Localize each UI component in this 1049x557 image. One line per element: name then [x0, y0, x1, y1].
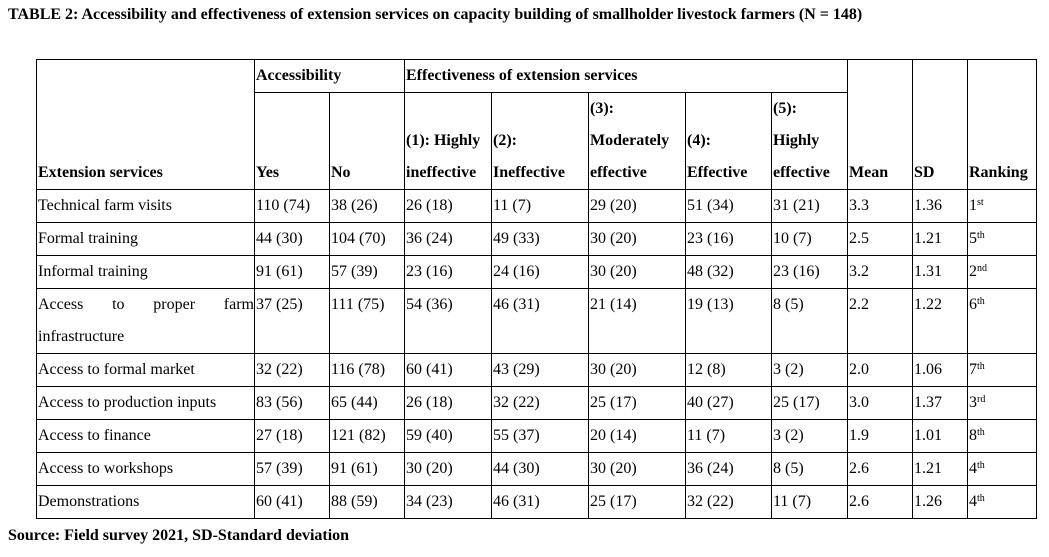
cell-mean: 1.9 [848, 420, 913, 453]
cell-highly-effective: 23 (16) [772, 256, 848, 289]
cell-sd: 1.37 [913, 387, 968, 420]
cell-moderately-effective: 25 (17) [589, 387, 686, 420]
cell-moderately-effective: 21 (14) [589, 289, 686, 354]
cell-moderately-effective: 30 (20) [589, 354, 686, 387]
header-extension-services: Extension services [37, 60, 255, 190]
cell-ranking: 5th [968, 223, 1037, 256]
header-row-groups [37, 60, 1037, 93]
cell-no: 65 (44) [330, 387, 405, 420]
cell-moderately-effective: 30 (20) [589, 256, 686, 289]
cell-yes: 57 (39) [255, 453, 330, 486]
cell-highly-effective: 8 (5) [772, 289, 848, 354]
table-row [37, 289, 1037, 354]
cell-highly-ineffective: 30 (20) [405, 453, 492, 486]
table-row [37, 453, 1037, 486]
cell-yes: 91 (61) [255, 256, 330, 289]
cell-no: 121 (82) [330, 420, 405, 453]
cell-ineffective: 11 (7) [492, 190, 589, 223]
table-row [37, 223, 1037, 256]
cell-highly-effective: 8 (5) [772, 453, 848, 486]
cell-ineffective: 32 (22) [492, 387, 589, 420]
cell-yes: 37 (25) [255, 289, 330, 354]
cell-ineffective: 55 (37) [492, 420, 589, 453]
cell-sd: 1.26 [913, 486, 968, 519]
cell-moderately-effective: 25 (17) [589, 486, 686, 519]
header-yes: Yes [255, 93, 330, 190]
header-moderately-effective: (3): Moderately effective [589, 93, 686, 190]
cell-highly-ineffective: 26 (18) [405, 387, 492, 420]
cell-ranking: 8th [968, 420, 1037, 453]
cell-sd: 1.21 [913, 453, 968, 486]
header-accessibility: Accessibility [255, 60, 405, 93]
cell-ineffective: 44 (30) [492, 453, 589, 486]
cell-no: 88 (59) [330, 486, 405, 519]
cell-ranking: 2nd [968, 256, 1037, 289]
cell-service: Access to finance [37, 420, 255, 453]
cell-ineffective: 49 (33) [492, 223, 589, 256]
cell-moderately-effective: 30 (20) [589, 453, 686, 486]
cell-no: 91 (61) [330, 453, 405, 486]
cell-yes: 32 (22) [255, 354, 330, 387]
header-highly-ineffective: (1): Highly ineffective [405, 93, 492, 190]
cell-highly-ineffective: 26 (18) [405, 190, 492, 223]
cell-ineffective: 46 (31) [492, 289, 589, 354]
cell-effective: 32 (22) [686, 486, 772, 519]
cell-highly-effective: 3 (2) [772, 420, 848, 453]
cell-service: Access to proper farm infrastructure [37, 289, 255, 354]
cell-sd: 1.36 [913, 190, 968, 223]
cell-yes: 110 (74) [255, 190, 330, 223]
cell-effective: 36 (24) [686, 453, 772, 486]
cell-highly-ineffective: 59 (40) [405, 420, 492, 453]
table-source-note: Source: Field survey 2021, SD-Standard deviation [8, 527, 350, 544]
cell-highly-ineffective: 54 (36) [405, 289, 492, 354]
cell-effective: 40 (27) [686, 387, 772, 420]
cell-highly-ineffective: 60 (41) [405, 354, 492, 387]
cell-mean: 2.0 [848, 354, 913, 387]
table-row [37, 420, 1037, 453]
header-no: No [330, 93, 405, 190]
cell-service: Access to workshops [37, 453, 255, 486]
cell-ineffective: 46 (31) [492, 486, 589, 519]
cell-ineffective: 43 (29) [492, 354, 589, 387]
cell-ranking: 7th [968, 354, 1037, 387]
cell-yes: 83 (56) [255, 387, 330, 420]
cell-highly-ineffective: 36 (24) [405, 223, 492, 256]
cell-service: Access to formal market [37, 354, 255, 387]
cell-mean: 2.5 [848, 223, 913, 256]
cell-moderately-effective: 29 (20) [589, 190, 686, 223]
table-row [37, 387, 1037, 420]
cell-ranking: 4th [968, 453, 1037, 486]
cell-service: Demonstrations [37, 486, 255, 519]
cell-ranking: 3rd [968, 387, 1037, 420]
cell-no: 111 (75) [330, 289, 405, 354]
cell-highly-ineffective: 34 (23) [405, 486, 492, 519]
cell-moderately-effective: 30 (20) [589, 223, 686, 256]
cell-yes: 27 (18) [255, 420, 330, 453]
cell-ineffective: 24 (16) [492, 256, 589, 289]
cell-mean: 3.2 [848, 256, 913, 289]
cell-sd: 1.06 [913, 354, 968, 387]
cell-mean: 2.6 [848, 486, 913, 519]
table-row [37, 486, 1037, 519]
cell-effective: 51 (34) [686, 190, 772, 223]
cell-no: 116 (78) [330, 354, 405, 387]
table-row [37, 256, 1037, 289]
cell-sd: 1.21 [913, 223, 968, 256]
cell-effective: 19 (13) [686, 289, 772, 354]
cell-mean: 2.2 [848, 289, 913, 354]
cell-mean: 3.3 [848, 190, 913, 223]
cell-mean: 2.6 [848, 453, 913, 486]
cell-no: 57 (39) [330, 256, 405, 289]
cell-ranking: 4th [968, 486, 1037, 519]
cell-ranking: 1st [968, 190, 1037, 223]
cell-yes: 44 (30) [255, 223, 330, 256]
header-ranking: Ranking [968, 60, 1037, 190]
cell-sd: 1.31 [913, 256, 968, 289]
cell-sd: 1.01 [913, 420, 968, 453]
cell-highly-effective: 31 (21) [772, 190, 848, 223]
cell-ranking: 6th [968, 289, 1037, 354]
cell-effective: 48 (32) [686, 256, 772, 289]
cell-service: Access to production inputs [37, 387, 255, 420]
table-title: TABLE 2: Accessibility and effectiveness of extension services on capacity building of smallholder livestock farmers (N = 148) [8, 6, 863, 23]
cell-highly-effective: 3 (2) [772, 354, 848, 387]
header-mean: Mean [848, 60, 913, 190]
cell-highly-effective: 25 (17) [772, 387, 848, 420]
header-highly-effective: (5): Highly effective [772, 93, 848, 190]
cell-service: Informal training [37, 256, 255, 289]
header-effectiveness: Effectiveness of extension services [405, 60, 848, 93]
cell-sd: 1.22 [913, 289, 968, 354]
cell-highly-effective: 11 (7) [772, 486, 848, 519]
header-sd: SD [913, 60, 968, 190]
extension-services-table [36, 59, 1037, 519]
header-ineffective: (2): Ineffective [492, 93, 589, 190]
cell-service: Formal training [37, 223, 255, 256]
cell-service: Technical farm visits [37, 190, 255, 223]
cell-moderately-effective: 20 (14) [589, 420, 686, 453]
cell-no: 38 (26) [330, 190, 405, 223]
cell-effective: 12 (8) [686, 354, 772, 387]
cell-effective: 11 (7) [686, 420, 772, 453]
cell-highly-ineffective: 23 (16) [405, 256, 492, 289]
cell-yes: 60 (41) [255, 486, 330, 519]
cell-highly-effective: 10 (7) [772, 223, 848, 256]
cell-effective: 23 (16) [686, 223, 772, 256]
cell-no: 104 (70) [330, 223, 405, 256]
cell-mean: 3.0 [848, 387, 913, 420]
table-row [37, 190, 1037, 223]
header-effective: (4): Effective [686, 93, 772, 190]
table-row [37, 354, 1037, 387]
